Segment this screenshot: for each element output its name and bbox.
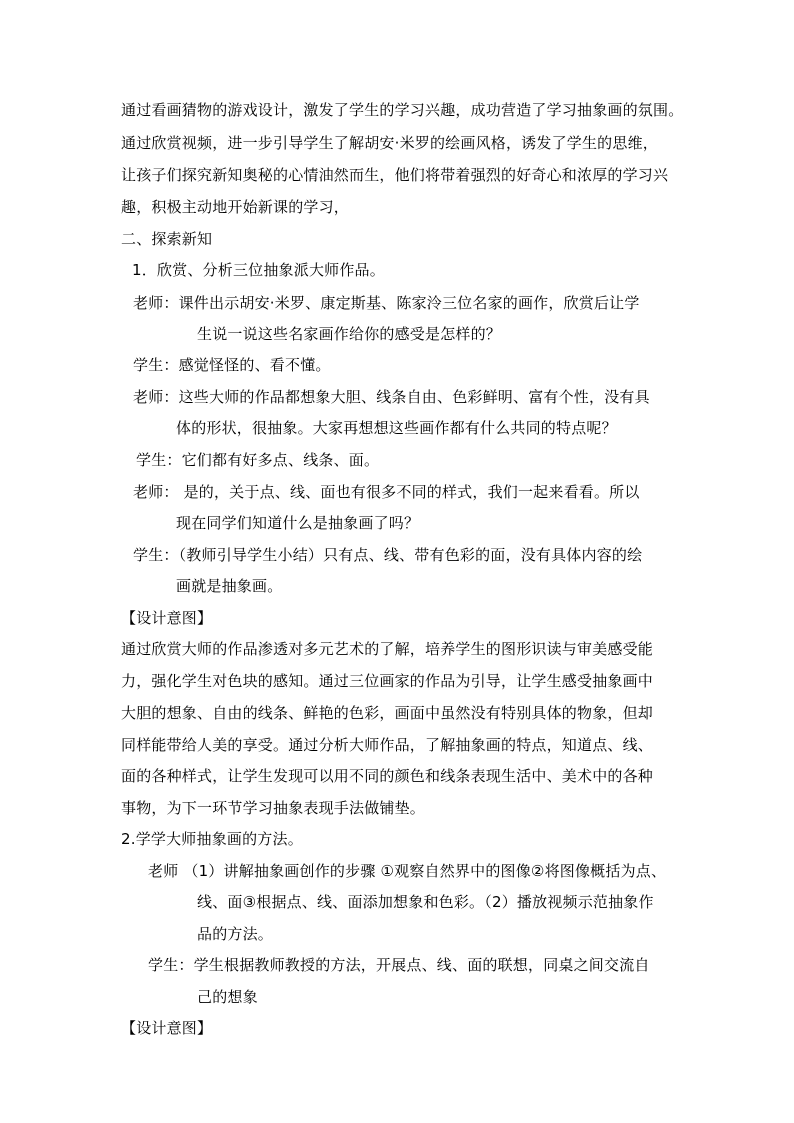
student-steps-line-b: 己的想象 bbox=[197, 988, 258, 1006]
design-intent-line-4: 同样能带给人美的享受。通过分析大师作品，了解抽象画的特点，知道点、线、 bbox=[121, 736, 654, 754]
design-intent-line-3: 大胆的想象、自由的线条、鲜艳的色彩，画面中虽然没有特别具体的物象，但却 bbox=[121, 704, 654, 722]
student-line-1: 学生：感觉怪怪的、看不懂。 bbox=[133, 356, 331, 374]
design-intent-heading: 【设计意图】 bbox=[121, 609, 213, 627]
student-line-3a: 学生：（教师引导学生小结）只有点、线、带有色彩的面，没有具体内容的绘 bbox=[133, 546, 643, 564]
teacher-line-1b: 生说一说这些名家画作给你的感受是怎样的？ bbox=[197, 325, 502, 343]
intro-line-4: 趣，积极主动地开始新课的学习， bbox=[121, 198, 350, 216]
teacher-line-2b: 体的形状，很抽象。大家再想想这些画作都有什么共同的特点呢？ bbox=[176, 419, 617, 437]
teacher-line-3b: 现在同学们知道什么是抽象画了吗？ bbox=[176, 514, 420, 532]
design-intent-line-2: 力，强化学生对色块的感知。通过三位画家的作品为引导，让学生感受抽象画中 bbox=[121, 672, 654, 690]
teacher-line-2a: 老师：这些大师的作品都想象大胆、线条自由、色彩鲜明、富有个性，没有具 bbox=[133, 388, 650, 406]
teacher-line-1a: 老师：课件出示胡安·米罗、康定斯基、陈家泠三位名家的画作，欣赏后让学 bbox=[133, 294, 640, 312]
teacher-steps-line-b: 线、面③根据点、线、面添加想象和色彩。（2）播放视频示范抽象作 bbox=[197, 893, 654, 911]
item-2-title: 2.学学大师抽象画的方法。 bbox=[121, 830, 303, 848]
design-intent-line-1: 通过欣赏大师的作品渗透对多元艺术的了解，培养学生的图形识读与审美感受能 bbox=[121, 640, 654, 658]
design-intent-heading-2: 【设计意图】 bbox=[121, 1019, 213, 1037]
teacher-line-3a: 老师： 是的，关于点、线、面也有很多不同的样式，我们一起来看看。所以 bbox=[133, 483, 640, 501]
design-intent-line-5: 面的各种样式，让学生发现可以用不同的颜色和线条表现生活中、美术中的各种 bbox=[121, 767, 654, 785]
teacher-steps-line-c: 品的方法。 bbox=[197, 925, 274, 943]
teacher-steps-line-a: 老师 （1）讲解抽象画创作的步骤 ①观察自然界中的图像②将图像概括为点、 bbox=[148, 862, 667, 880]
intro-line-3: 让孩子们探究新知奥秘的心情油然而生，他们将带着强烈的好奇心和浓厚的学习兴 bbox=[121, 166, 669, 184]
design-intent-line-6: 事物，为下一环节学习抽象表现手法做铺垫。 bbox=[121, 799, 426, 817]
intro-line-2: 通过欣赏视频，进一步引导学生了解胡安·米罗的绘画风格，诱发了学生的思维， bbox=[121, 134, 658, 152]
student-line-2: 学生：它们都有好多点、线条、面。 bbox=[136, 451, 380, 469]
student-steps-line-a: 学生：学生根据教师教授的方法，开展点、线、面的联想，同桌之间交流自 bbox=[148, 956, 650, 974]
item-1-title: 1．欣赏、分析三位抽象派大师作品。 bbox=[132, 261, 385, 279]
section-heading: 二、探索新知 bbox=[121, 230, 213, 248]
intro-line-1: 通过看画猜物的游戏设计，激发了学生的学习兴趣，成功营造了学习抽象画的氛围。 bbox=[121, 101, 684, 119]
student-line-3b: 画就是抽象画。 bbox=[176, 577, 283, 595]
